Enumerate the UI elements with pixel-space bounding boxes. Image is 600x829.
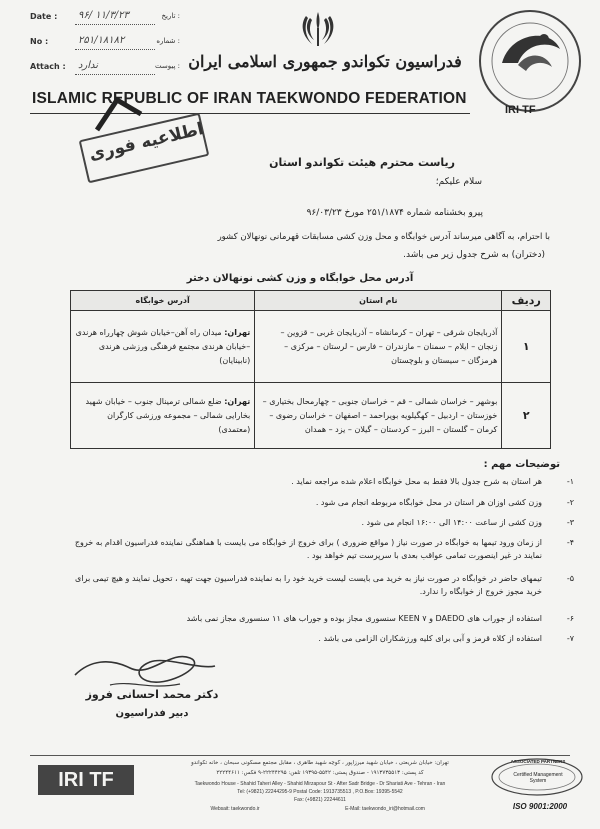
- date-label: Date :: [30, 12, 58, 21]
- footer-address-en: Taekwondo House - Shahid Taheri Alley - Shahid Mirzapour St - After Sadr Bridge - Dr Shariati Ave - Tehran - Iran: [194, 781, 446, 787]
- row-address-text: ضلع شمالی ترمینال جنوب – خیابان شهید بخارایی شمالی – مجموعه ورزشی کارگران (معتمدی): [85, 396, 251, 434]
- row-number: ۱: [502, 311, 551, 383]
- note-text: وزن کشی اوزان هر استان در محل خوابگاه مربوطه انجام می شود .: [315, 498, 542, 507]
- row-address-city: تهران:: [224, 327, 251, 337]
- date-row: [30, 10, 180, 24]
- note-number: ۷-: [566, 634, 574, 643]
- row-provinces: بوشهر – خراسان شمالی – قم – خراسان جنوبی – چهارمحال بختیاری – خوزستان – اردبیل – کهگیلویه بویراحمد – اصفهان – خراسان رضوی – کرمان – گلستان – البرز – کردستان – گیلان – یزد – همدان: [255, 383, 502, 449]
- footer-divider: [30, 755, 570, 756]
- attach-label-fa: پیوست :: [154, 62, 180, 70]
- signer-name: دکتر محمد احسانی فروز: [85, 688, 219, 701]
- iso-label: ISO 9001:2000: [512, 802, 568, 811]
- table-row: [71, 383, 551, 449]
- attach-underline: [75, 74, 155, 75]
- footer-address-fa: تهران: خیابان شریعتی ، خیابان شهید میرزاپور ، کوچه شهید طاهری ، مقابل مجتمع مسکونی سبحان ، خانه تکواندو: [191, 760, 449, 766]
- iran-emblem-icon: [300, 10, 336, 48]
- attach-row: [30, 60, 180, 74]
- attach-label: Attach :: [30, 62, 66, 71]
- note-text: تیمهای حاضر در خوابگاه در صورت نیاز به خرید می بایست لیست خرید خود را به نماینده فدراسیون جهت تهیه ، تحویل نمایند و هیچ تیمی برای خرید مجوز خروج از خوابگاه را ندارد.: [75, 574, 542, 596]
- note-item: [72, 612, 574, 625]
- note-number: ۴-: [566, 538, 574, 547]
- signer-title: دبیر فدراسیون: [115, 708, 189, 719]
- number-row: [30, 35, 180, 49]
- number-value: ۲۵۱/۱۸۱۸۲: [78, 35, 125, 46]
- note-item: [72, 572, 574, 598]
- federation-name-fa: فدراسیون تکواندو جمهوری اسلامی ایران: [188, 52, 462, 71]
- note-text: از زمان ورود تیمها به خوابگاه در صورت نیاز ( مواقع ضروری ) برای خروج از خوابگاه می بایست با هماهنگی نماینده فدراسیون اقدام به خروج نمایند در غیر اینصورت تمامی عواقب بعدی با سرپرست تیم خواهد بود .: [74, 538, 542, 560]
- note-number: ۳-: [566, 518, 574, 527]
- table-row: [71, 311, 551, 383]
- greeting: سلام علیکم؛: [435, 177, 482, 187]
- federation-name-en: ISLAMIC REPUBLIC OF IRAN TAEKWONDO FEDERATION: [32, 90, 467, 107]
- note-item: [72, 536, 574, 562]
- row-provinces: آذربایجان شرقی – تهران – کرمانشاه – آذربایجان غربی – قزوین – زنجان – ایلام – سمنان – مازندران – فارس – لرستان – مرکزی – هرمزگان – سیستان و بلوچستان: [255, 311, 502, 383]
- note-number: ۱-: [566, 477, 574, 486]
- footer-logo: IRI TF: [38, 765, 134, 795]
- reference-line: پیرو بخشنامه شماره ۲۵۱/۱۸۷۴ مورخ ۹۶/۰۳/۲۳: [306, 208, 483, 218]
- signature-scribble-icon: [70, 640, 220, 695]
- recipient: ریاست محترم هیئت تکواندو استان: [269, 156, 455, 169]
- note-number: ۵-: [566, 574, 574, 583]
- body-line-2: (دختران) به شرح جدول زیر می باشد.: [403, 250, 545, 260]
- note-text: هر استان به شرح جدول بالا فقط به محل خوابگاه اعلام شده مراجعه نماید .: [291, 477, 542, 486]
- number-underline: [75, 49, 155, 50]
- note-item: [72, 516, 574, 529]
- footer-fax-en: Fax: (+9821) 22244611: [294, 797, 346, 803]
- header-address: آدرس خوابگاه: [71, 291, 255, 311]
- note-text: وزن کشی از ساعت ۱۴:۰۰ الی ۱۶:۰۰ انجام می شود .: [361, 518, 542, 527]
- header-row-number: ردیف: [502, 291, 551, 311]
- row-number: ۲: [502, 383, 551, 449]
- note-text: استفاده از جوراب های DAEDO و KEEN ۷ سنسوری مجاز بوده و جوراب های ۱۱ سنسوری مجاز نمی باشد: [186, 614, 542, 623]
- row-address-text: میدان راه آهن–خیابان شوش چهارراه هرندی –خیابان هرندی مجتمع فرهنگی ورزشی هرندی (نابینایان): [75, 327, 251, 365]
- notes-title: توضیحات مهم :: [483, 459, 560, 470]
- date-label-fa: تاریخ :: [161, 12, 180, 20]
- note-number: ۲-: [566, 498, 574, 507]
- footer-contact-fa: کد پستی: ۱۹۱۳۷۳۵۵۱۳ - صندوق پستی: ۵۵۴۲-۱۹۳۹۵ تلفن: ۲۲۲۴۴۲۹۵-۹ فکس: ۲۲۲۴۴۶۱۱: [216, 770, 424, 776]
- footer-contact-en: Tel: (+9821) 22244295-9 Postal Code: 1913735513 , P.O.Box: 19395-5542: [237, 789, 403, 795]
- footer-website: Websait: taekwondo.ir: [210, 806, 260, 812]
- number-label: No :: [30, 37, 49, 46]
- federation-logo-text: IRI TF: [505, 104, 536, 116]
- dormitory-table: [70, 290, 551, 449]
- cert-mid-text: Certified Management System: [513, 772, 563, 784]
- attach-value: ندارد: [78, 60, 99, 71]
- footer-email: E-Mail: taekwondo_iri@hotmail.com: [345, 806, 425, 812]
- date-value: ۹۶/ ۱۱/۳/۲۳: [78, 10, 129, 21]
- urgent-stamp: اطلاعیه فوری: [87, 119, 206, 165]
- table-title: آدرس محل خوابگاه و وزن کشی نونهالان دختر: [186, 273, 414, 284]
- date-underline: [75, 24, 155, 25]
- note-number: ۶-: [566, 614, 574, 623]
- body-line-1: با احترام، به آگاهی میرساند آدرس خوابگاه و محل وزن کشی مسابقات قهرمانی نونهالان کشور: [217, 232, 550, 242]
- note-item: [72, 475, 574, 488]
- row-address: [71, 311, 255, 383]
- number-label-fa: شماره :: [156, 37, 180, 45]
- header-province: نام استان: [255, 291, 502, 311]
- row-address: [71, 383, 255, 449]
- row-address-city: تهران:: [224, 396, 251, 406]
- table-header-row: [71, 291, 551, 311]
- note-text: استفاده از کلاه قرمز و آبی برای کلیه ورزشکاران الزامی می باشد .: [318, 634, 542, 643]
- cert-top-text: ASSOCIATED PARTNERS: [510, 759, 566, 764]
- note-item: [72, 496, 574, 509]
